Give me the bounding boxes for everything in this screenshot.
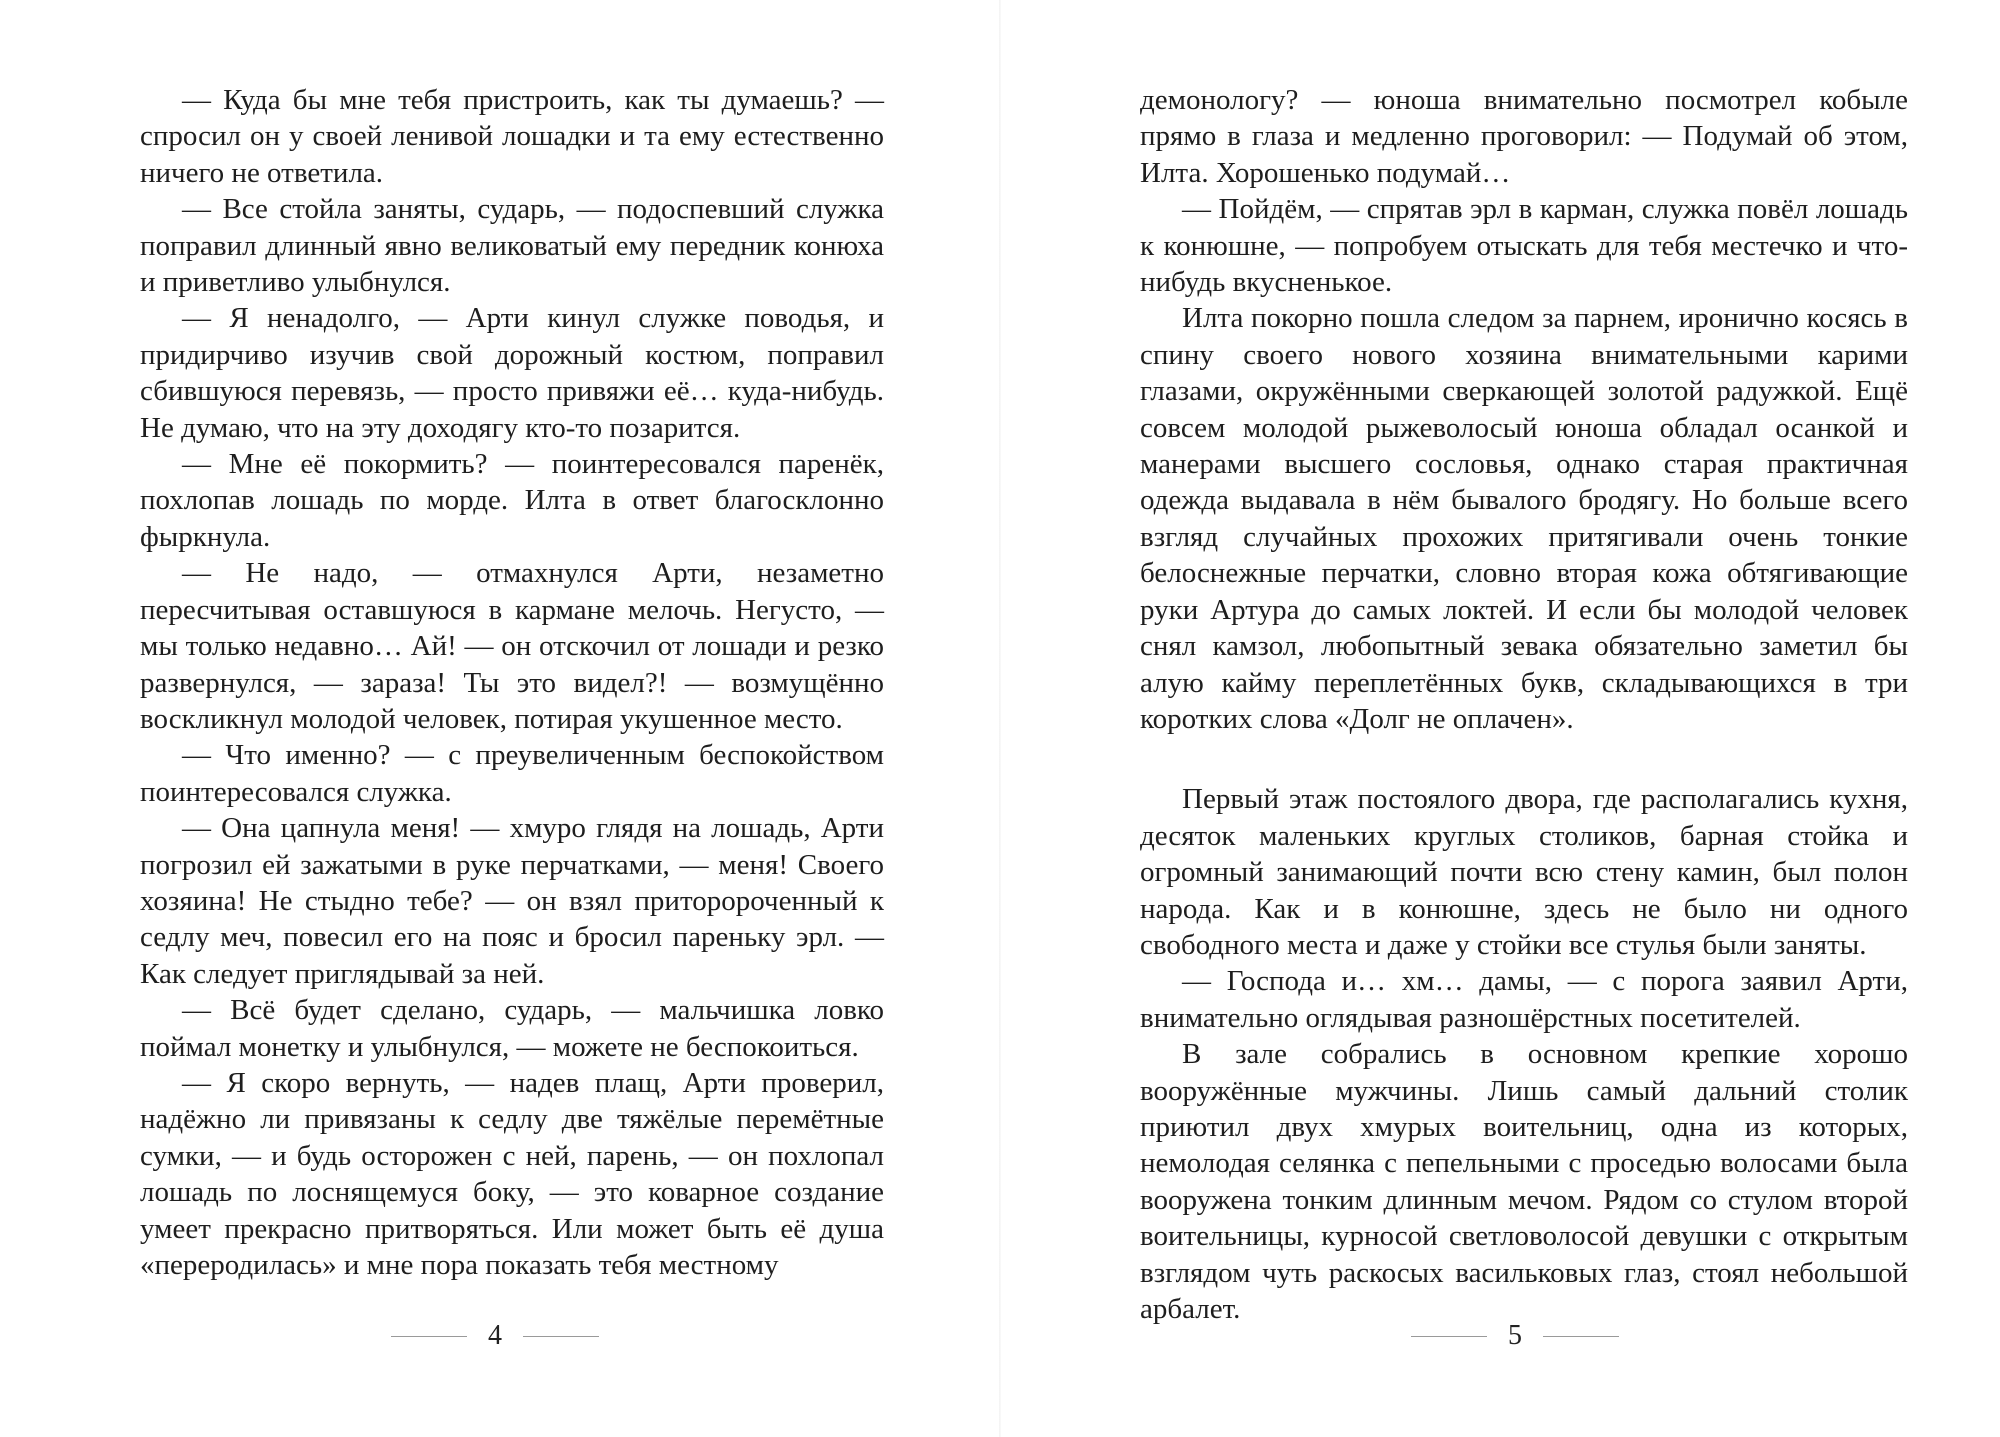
paragraph: — Она цапнула меня! — хмуро глядя на лошадь, Арти погрозил ей зажатыми в руке перчатками, — меня! Своего хозяина! Не стыдно тебе? — он взял приторороченный к седлу меч, повесил его на пояс и бросил пареньку эрл. — Как следует приглядывай за ней. <box>140 812 884 990</box>
page-number-footer <box>375 1318 615 1354</box>
folio-rule-right <box>1543 1336 1619 1337</box>
page-number: 4 <box>488 1320 502 1351</box>
paragraph: В зале собрались в основном крепкие хорошо вооружённые мужчины. Лишь самый дальний столик приютил двух хмурых воительниц, одна из которых, немолодая селянка с пепельными с проседью волосами была вооружена тонким длинным мечом. Рядом со стулом второй воительницы, курносой светловолосой девушки с открытым взглядом чуть раскосых васильковых глаз, стоял небольшой арбалет. <box>1140 1038 1908 1325</box>
paragraph: — Что именно? — с преувеличенным беспокойством поинтересовался служка. <box>140 739 884 808</box>
paragraph: — Пойдём, — спрятав эрл в карман, служка повёл лошадь к конюшне, — попробуем отыскать для тебя местечко и что-нибудь вкусненькое. <box>1140 193 1908 299</box>
page-number: 5 <box>1508 1320 1522 1351</box>
right-page-text <box>1140 82 1908 1327</box>
paragraph: — Не надо, — отмахнулся Арти, незаметно пересчитывая оставшуюся в кармане мелочь. Негусто, — мы только недавно… Ай! — он отскочил от лошади и резко развернулся, — зараза! Ты это видел?! — возмущённо воскликнул молодой человек, потирая укушенное место. <box>140 557 884 735</box>
right-page <box>1000 0 2000 1437</box>
page-number-footer <box>1395 1318 1635 1354</box>
paragraph: — Куда бы мне тебя пристроить, как ты думаешь? — спросил он у своей ленивой лошадки и та ему естественно ничего не ответила. <box>140 84 884 189</box>
paragraph: — Всё будет сделано, сударь, — мальчишка ловко поймал монетку и улыбнулся, — можете не беспокоиться. <box>140 994 884 1063</box>
folio-rule-right <box>523 1336 599 1337</box>
paragraph: Первый этаж постоялого двора, где располагались кухня, десяток маленьких круглых столиков, барная стойка и огромный занимающий почти всю стену камин, был полон народа. Как и в конюшне, здесь не было ни одного свободного места и даже у стойки все стулья были заняты. <box>1140 783 1908 961</box>
paragraph: Илта покорно пошла следом за парнем, иронично косясь в спину своего нового хозяина внимательными карими глазами, окружёнными сверкающей золотой радужкой. Ещё совсем молодой рыжеволосый юноша обладал осанкой и манерами высшего сословья, однако старая практичная одежда выдавала в нём бывалого бродягу. Но больше всего взгляд случайных прохожих притягивали очень тонкие белоснежные перчатки, словно вторая кожа обтягивающие руки Артура до самых локтей. И если бы молодой человек снял камзол, любопытный зевака обязательно заметил бы алую кайму переплетённых букв, складывающихся в три коротких слова «Долг не оплачен». <box>1140 302 1908 735</box>
paragraph: — Господа и… хм… дамы, — с порога заявил Арти, внимательно оглядывая разношёрстных посетителей. <box>1140 965 1908 1034</box>
paragraph: — Мне её покормить? — поинтересовался паренёк, похлопав лошадь по морде. Илта в ответ благосклонно фыркнула. <box>140 448 884 553</box>
paragraph: — Я ненадолго, — Арти кинул служке поводья, и придирчиво изучив свой дорожный костюм, поправил сбившуюся перевязь, — просто привяжи её… куда-нибудь. Не думаю, что на эту доходягу кто-то позарится. <box>140 302 884 444</box>
left-page-text <box>140 82 884 1283</box>
paragraph: демонологу? — юноша внимательно посмотрел кобыле прямо в глаза и медленно проговорил: — Подумай об этом, Илта. Хорошенько подумай… <box>1140 84 1908 189</box>
folio-rule-left <box>391 1336 467 1337</box>
paragraph: — Я скоро вернуть, — надев плащ, Арти проверил, надёжно ли привязаны к седлу две тяжёлые перемётные сумки, — и будь осторожен с ней, парень, — он похлопал лошадь по лоснящемуся боку, — это коварное создание умеет прекрасно притворяться. Или может быть её душа «переродилась» и мне пора показать тебя местному <box>140 1066 884 1281</box>
folio-rule-left <box>1411 1336 1487 1337</box>
paragraph: — Все стойла заняты, сударь, — подоспевший служка поправил длинный явно великоватый ему передник конюха и приветливо улыбнулся. <box>140 193 884 299</box>
